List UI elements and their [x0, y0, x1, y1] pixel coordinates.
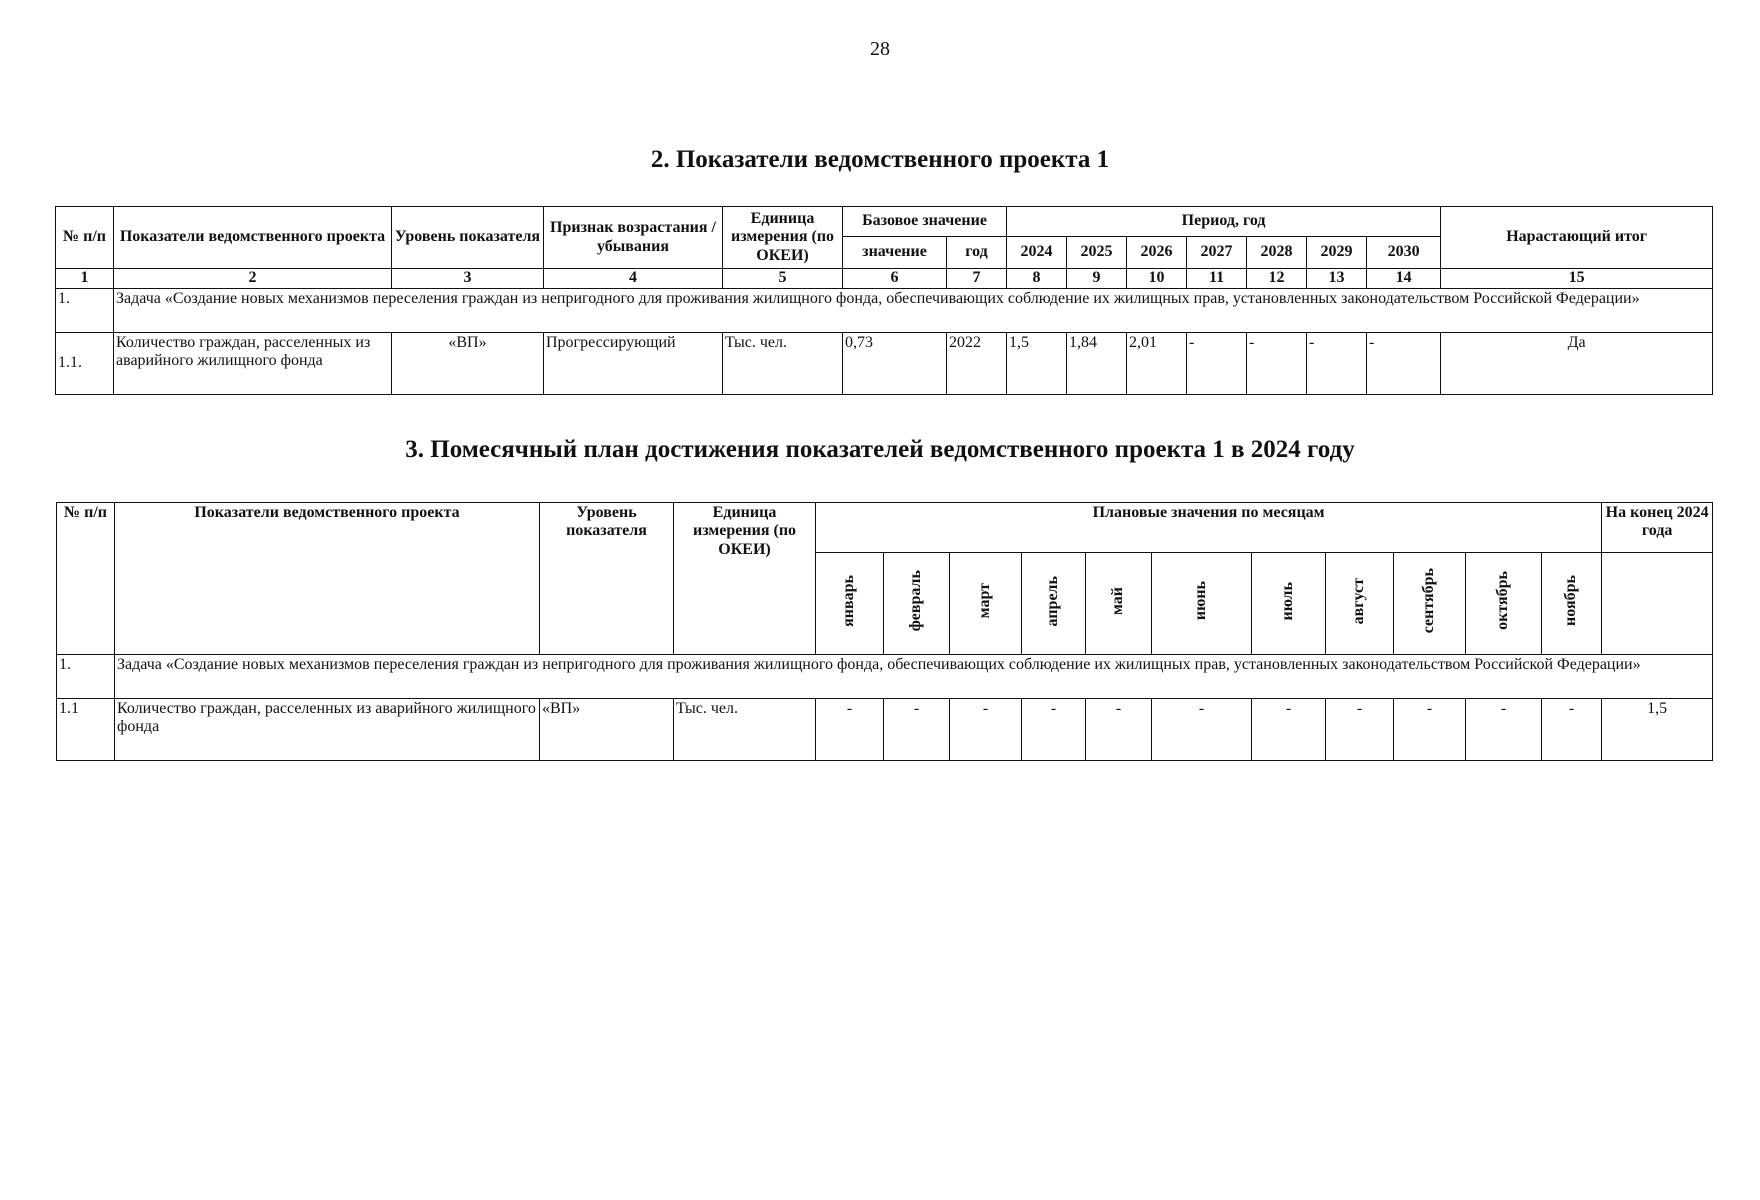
header-month — [1152, 553, 1252, 655]
month-label: июль — [1279, 581, 1297, 621]
data-row-month-value: - — [1466, 699, 1542, 761]
data-row-month-value: - — [1326, 699, 1394, 761]
data-row-trend: Прогрессирующий — [544, 333, 723, 395]
column-number: 8 — [1007, 269, 1067, 289]
data-row-year-value: - — [1187, 333, 1247, 395]
data-row-month-value: - — [1022, 699, 1086, 761]
header-indicator: Показатели ведомственного проекта — [115, 503, 540, 655]
header-year: 2026 — [1127, 237, 1187, 269]
header-indicator: Показатели ведомственного проекта — [114, 207, 392, 269]
column-number: 6 — [843, 269, 947, 289]
column-number: 5 — [723, 269, 843, 289]
header-month — [1466, 553, 1542, 655]
section-3-title: 3. Помесячный план достижения показателей ведомственного проекта 1 в 2024 году — [405, 436, 1355, 463]
data-row-year-value: 1,5 — [1007, 333, 1067, 395]
data-row-month-value: - — [1152, 699, 1252, 761]
column-number: 10 — [1127, 269, 1187, 289]
month-label: август — [1350, 577, 1368, 624]
month-label: апрель — [1044, 575, 1062, 627]
column-number: 9 — [1067, 269, 1127, 289]
column-number: 13 — [1307, 269, 1367, 289]
data-row-year-value: - — [1367, 333, 1441, 395]
data-row-year-value: 2,01 — [1127, 333, 1187, 395]
data-row-base-year: 2022 — [947, 333, 1007, 395]
header-base: Базовое значение — [843, 207, 1007, 237]
header-unit: Единица измерения (по ОКЕИ) — [674, 503, 816, 655]
data-row-month-value: - — [816, 699, 884, 761]
header-month — [1086, 553, 1152, 655]
data-row-indicator: Количество граждан, расселенных из аварийного жилищного фонда — [114, 333, 392, 395]
header-month — [816, 553, 884, 655]
data-row-indicator: Количество граждан, расселенных из аварийного жилищного фонда — [115, 699, 540, 761]
column-number: 2 — [114, 269, 392, 289]
task-row-text: Задача «Создание новых механизмов переселения граждан из непригодного для проживания жилищного фонда, обеспечивающих соблюдение их жилищных прав, установленных законодательством Российской Федерации» — [114, 289, 1713, 333]
data-row-num: 1.1 — [57, 699, 115, 761]
header-year: 2024 — [1007, 237, 1067, 269]
header-month — [1326, 553, 1394, 655]
header-unit: Единица измерения (по ОКЕИ) — [723, 207, 843, 269]
column-number: 1 — [56, 269, 114, 289]
month-label: июнь — [1192, 581, 1210, 621]
data-row-unit: Тыс. чел. — [723, 333, 843, 395]
header-month — [950, 553, 1022, 655]
column-number: 14 — [1367, 269, 1441, 289]
column-number: 4 — [544, 269, 723, 289]
data-row-level: «ВП» — [392, 333, 544, 395]
data-row-month-value: - — [884, 699, 950, 761]
header-year: 2027 — [1187, 237, 1247, 269]
header-month — [1252, 553, 1326, 655]
header-base-value: значение — [843, 237, 947, 269]
data-row-num: 1.1. — [56, 333, 114, 395]
month-label: февраль — [907, 570, 925, 632]
header-cumulative: Нарастающий итог — [1441, 207, 1713, 269]
monthly-plan-table — [56, 502, 1713, 761]
data-row-year-value: 1,84 — [1067, 333, 1127, 395]
page-number: 28 — [870, 38, 890, 60]
data-row-year-value: - — [1247, 333, 1307, 395]
column-number: 11 — [1187, 269, 1247, 289]
header-month — [1394, 553, 1466, 655]
data-row-month-value: - — [1542, 699, 1602, 761]
header-num: № п/п — [56, 207, 114, 269]
task-row-num: 1. — [56, 289, 114, 333]
header-year: 2028 — [1247, 237, 1307, 269]
month-label: март — [976, 583, 994, 619]
header-month — [1542, 553, 1602, 655]
month-label: сентябрь — [1420, 568, 1438, 634]
data-row-level: «ВП» — [540, 699, 674, 761]
task-row-text: Задача «Создание новых механизмов переселения граждан из непригодного для проживания жилищного фонда, обеспечивающих соблюдение их жилищных прав, установленных законодательством Российской Федерации» — [115, 655, 1713, 699]
data-row-month-value: - — [950, 699, 1022, 761]
month-label: январь — [840, 574, 858, 627]
header-num: № п/п — [57, 503, 115, 655]
data-row-cumulative: Да — [1441, 333, 1713, 395]
header-month — [884, 553, 950, 655]
header-monthly: Плановые значения по месяцам — [816, 503, 1602, 553]
header-year: 2030 — [1367, 237, 1441, 269]
data-row-month-value: - — [1086, 699, 1152, 761]
header-trend: Признак возрастания / убывания — [544, 207, 723, 269]
column-number: 12 — [1247, 269, 1307, 289]
task-row-num: 1. — [57, 655, 115, 699]
month-label: ноябрь — [1562, 575, 1580, 627]
data-row-base-value: 0,73 — [843, 333, 947, 395]
header-year-end: На конец 2024 года — [1602, 503, 1713, 553]
header-year-end-empty — [1602, 553, 1713, 655]
data-row-unit: Тыс. чел. — [674, 699, 816, 761]
header-year: 2025 — [1067, 237, 1127, 269]
header-period: Период, год — [1007, 207, 1441, 237]
indicators-table — [55, 206, 1713, 395]
column-number: 3 — [392, 269, 544, 289]
header-base-year: год — [947, 237, 1007, 269]
data-row-year-value: - — [1307, 333, 1367, 395]
section-2-title: 2. Показатели ведомственного проекта 1 — [650, 146, 1110, 173]
data-row-year-end: 1,5 — [1602, 699, 1713, 761]
month-label: октябрь — [1494, 571, 1512, 631]
header-year: 2029 — [1307, 237, 1367, 269]
column-number: 7 — [947, 269, 1007, 289]
header-level: Уровень показателя — [540, 503, 674, 655]
header-level: Уровень показателя — [392, 207, 544, 269]
column-number: 15 — [1441, 269, 1713, 289]
header-month — [1022, 553, 1086, 655]
month-label: май — [1109, 586, 1127, 615]
data-row-month-value: - — [1394, 699, 1466, 761]
data-row-month-value: - — [1252, 699, 1326, 761]
